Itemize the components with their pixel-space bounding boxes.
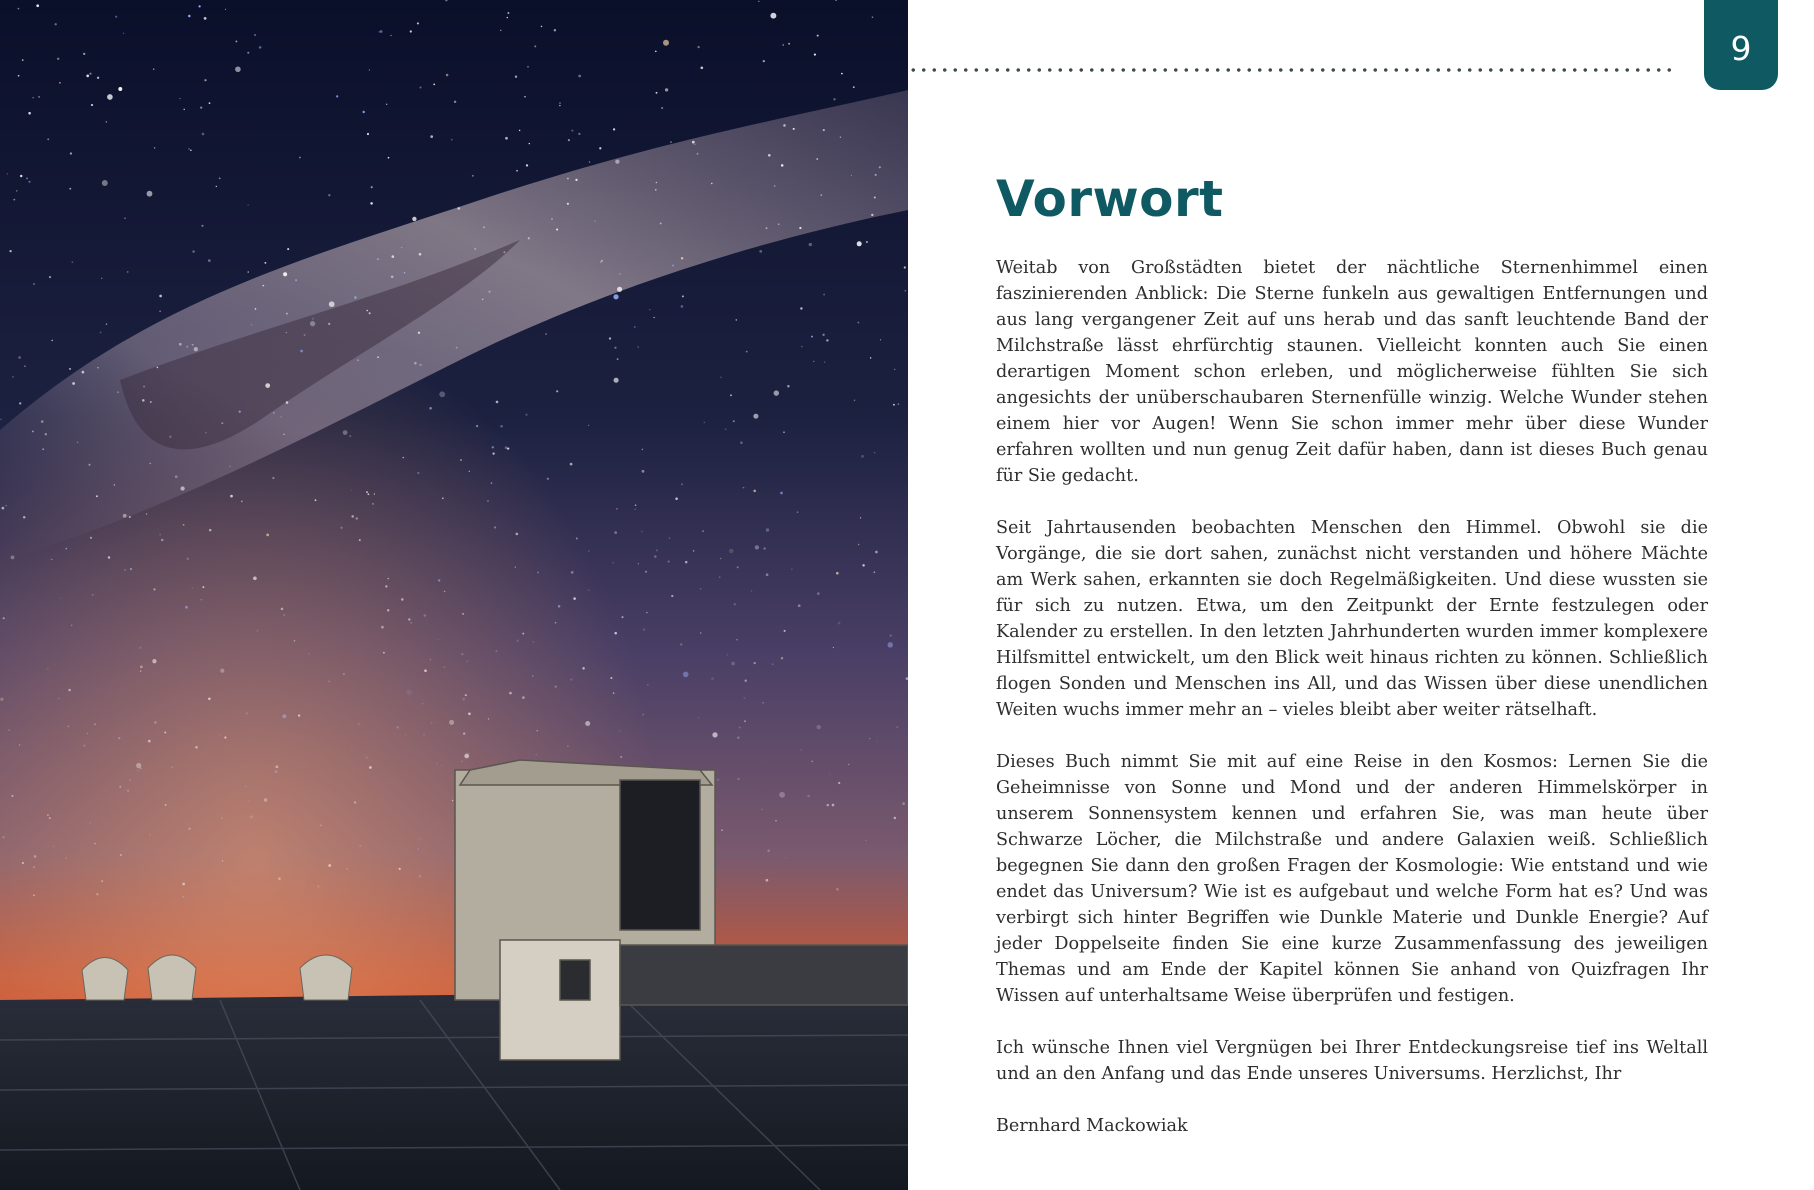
paragraph-2: Seit Jahrtausenden beobachten Menschen den Himmel. Obwohl sie die Vorgänge, die sie dort sahen, zunächst nicht verstanden und höhere Mächte am Werk sahen, erkannten sie doch Regelmäßigkeiten. Und diese wussten sie für sich zu nutzen. Etwa, um den Zeitpunkt der Ernte festzulegen oder Kalender zu erstellen. In den letzten Jahrhunderten wurden immer komplexere Hilfsmittel entwickelt, um den Blick weit hinaus richten zu können. Schließlich flogen Sonden und Menschen ins All, und das Wissen über diese unendlichen Weiten wuchs immer mehr an – vieles bleibt aber weiter rätselhaft. <box>996 518 1708 720</box>
chapter-title: Vorwort <box>996 170 1224 228</box>
dotted-rule <box>908 68 1678 72</box>
page-number-tab <box>1704 0 1778 90</box>
foreword-body <box>996 255 1708 1165</box>
page-number: 9 <box>1730 28 1752 68</box>
text-page <box>908 0 1814 1190</box>
paragraph-1: Weitab von Großstädten bietet der nächtliche Sternenhimmel einen faszinierenden Anblick: Die Sterne funkeln aus gewaltigen Entfernungen und aus lang vergangener Zeit auf uns herab und das sanft leuchtende Band der Milchstraße lässt ehrfürchtig staunen. Vielleicht konnten auch Sie einen derartigen Moment schon erleben, und möglicherweise fühlten Sie sich angesichts der unüberschaubaren Sternenfülle winzig. Welche Wunder stehen einem hier vor Augen! Wenn Sie schon immer mehr über diese Wunder erfahren wollten und nun genug Zeit dafür haben, dann ist dieses Buch genau für Sie gedacht. <box>996 258 1708 486</box>
author-signature: Bernhard Mackowiak <box>996 1116 1188 1136</box>
paragraph-4: Ich wünsche Ihnen viel Vergnügen bei Ihrer Entdeckungsreise tief ins Weltall und an den Anfang und das Ende unseres Universums. Herzlichst, Ihr <box>996 1038 1708 1084</box>
paragraph-3: Dieses Buch nimmt Sie mit auf eine Reise in den Kosmos: Lernen Sie die Geheimnisse von Sonne und Mond und der anderen Himmelskörper in unserem Sonnensystem kennen und erfahren Sie, was man heute über Schwarze Löcher, die Milchstraße und andere Galaxien weiß. Schließlich begegnen Sie dann den großen Fragen der Kosmologie: Wie entstand und wie endet das Universum? Wie ist es aufgebaut und welche Form hat es? Und was verbirgt sich hinter Begriffen wie Dunkle Materie und Dunkle Energie? Auf jeder Doppelseite finden Sie eine kurze Zusammenfassung des jeweiligen Themas und am Ende der Kapitel können Sie anhand von Quizfragen Ihr Wissen auf unterhaltsame Weise überprüfen und festigen. <box>996 752 1708 1006</box>
